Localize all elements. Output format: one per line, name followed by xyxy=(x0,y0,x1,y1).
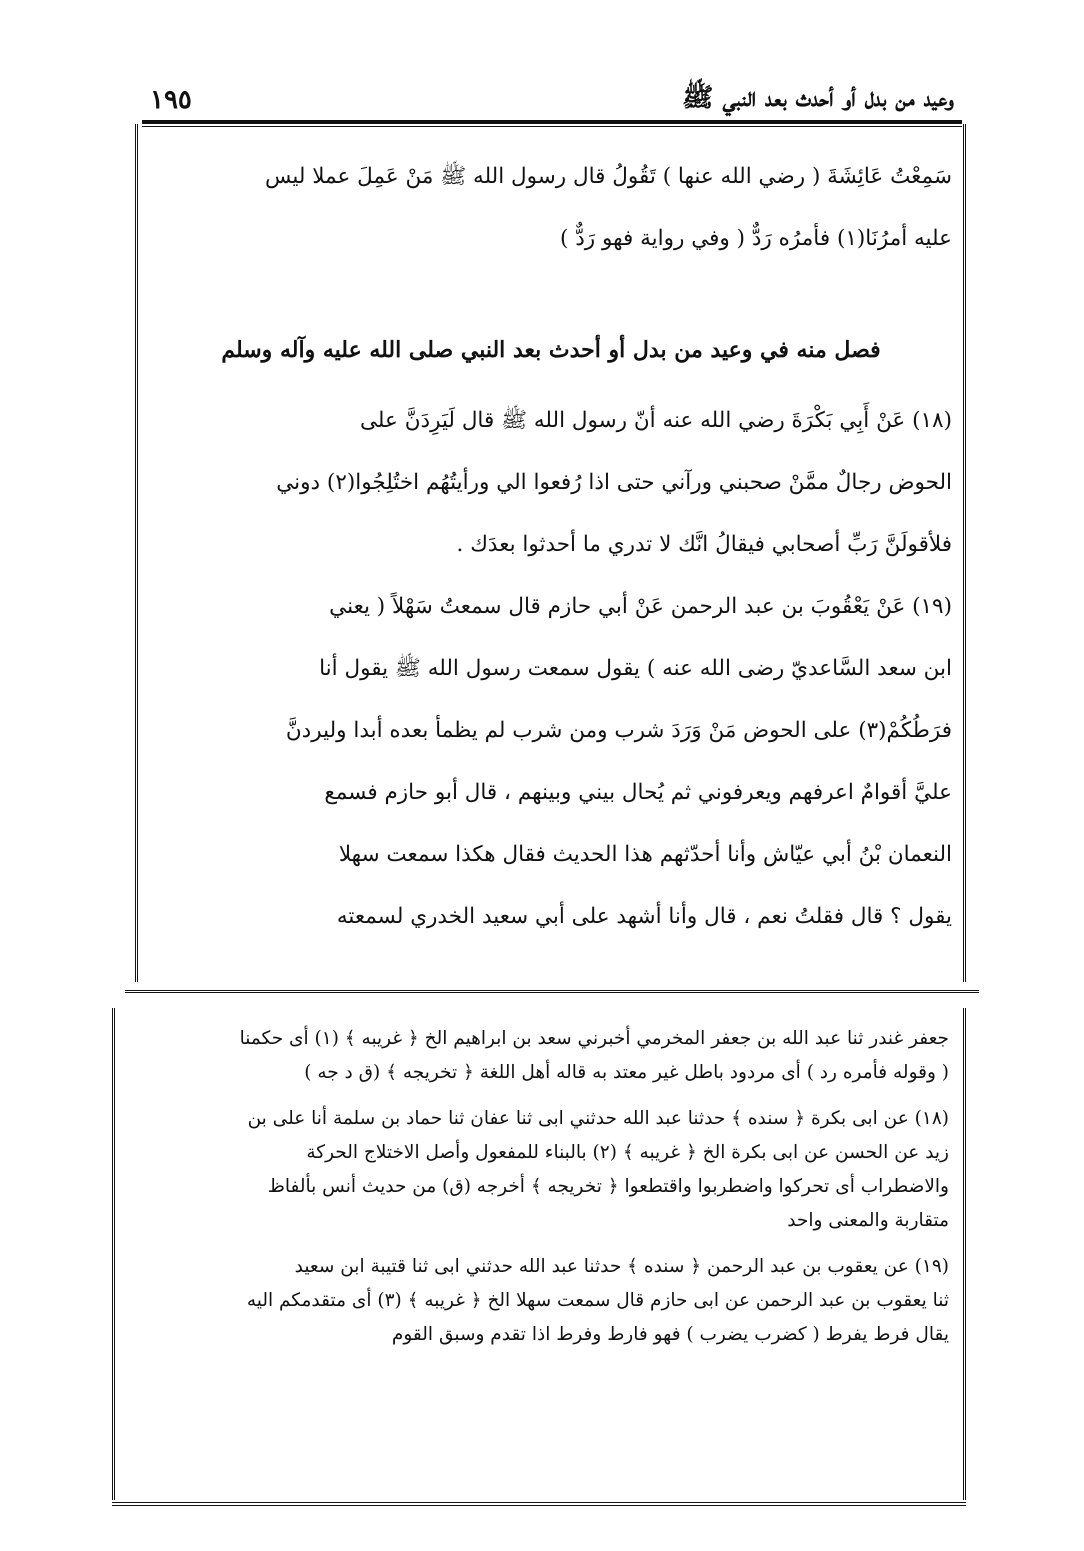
hadith-19-line: ابن سعد السَّاعديّ رضى الله عنه ) يقول سمعت رسول الله ﷺ يقول أنا xyxy=(319,656,952,681)
footnote-line: (١٨) عن ابى بكرة ﴿ سنده ﴾ حدثنا عبد الله حدثني ابى ثنا عفان ثنا حماد بن سلمة أنا على بن xyxy=(247,1108,949,1129)
footnote-line: ( وقوله فأمره رد ) أى مردود باطل غير معتد به قاله أهل اللغة ﴿ تخريجه ﴾ (ق د جه ) xyxy=(304,1062,949,1083)
frame-left-border xyxy=(135,124,138,982)
page-number: ١٩٥ xyxy=(150,85,192,115)
hadith-18-line: فلأقولَنَّ رَبِّ أصحابي فيقالُ انَّك لا تدري ما أحدثوا بعدَك . xyxy=(456,532,952,557)
notes-right-border xyxy=(963,1008,966,1500)
bottom-rule xyxy=(112,1502,966,1506)
hadith-19-line: فرَطُكُمْ(٣) على الحوض مَنْ وَرَدَ شرب ومن شرب لم يظمأ بعده أبدا وليردنَّ xyxy=(285,718,952,743)
footnote-separator xyxy=(125,990,979,993)
notes-left-border xyxy=(112,1008,115,1500)
main-text xyxy=(150,146,952,948)
footnote-line: يقال فرط يفرط ( كضرب يضرب ) فهو فارط وفرط اذا تقدم وسبق القوم xyxy=(391,1324,949,1345)
footnotes xyxy=(125,1022,949,1352)
text-line: عليه أمرُنَا(١) فأمرُه رَدٌّ ( وفي رواية فهو رَدٌّ ) xyxy=(560,226,952,251)
running-title: وعيد من بدل أو أحدث بعد النبي ﷺ xyxy=(682,83,954,113)
hadith-18-line: الحوض رجالٌ ممَّنْ صحبني ورآني حتى اذا رُفعوا الي ورأيتُهُم اختُلِجُوا(٢) دوني xyxy=(276,470,952,495)
hadith-19-line: (١٩) عَنْ يَعْقُوبَ بن عبد الرحمن عَنْ أبي حازم قال سمعتُ سَهْلاً ( يعني xyxy=(329,594,952,619)
footnote-line: والاضطراب أى تحركوا واضطربوا واقتطعوا ﴿ تخريجه ﴾ أخرجه (ق) من حديث أنس بألفاظ xyxy=(267,1176,949,1197)
footnote-line: ثنا يعقوب بن عبد الرحمن عن ابى حازم قال سمعت سهلا الخ ﴿ غريبه ﴾ (٣) أى متقدمكم اليه xyxy=(246,1290,949,1311)
header-rule xyxy=(142,120,962,124)
page-header xyxy=(150,82,954,118)
text-line: سَمِعْتُ عَائِشَةَ ( رضي الله عنها ) تَقُولُ قال رسول الله ﷺ مَنْ عَمِلَ عملا ليس xyxy=(264,164,952,189)
hadith-19-line: النعمان بْنُ أبي عيّاش وأنا أحدّثهم هذا الحديث فقال هكذا سمعت سهلا xyxy=(338,842,952,867)
footnote-line: جعفر غندر ثنا عبد الله بن جعفر المخرمي أخبرني سعد بن ابراهيم الخ ﴿ غريبه ﴾ (١) أى حكمنا xyxy=(239,1028,949,1049)
hadith-19-line: عليَّ أقوامٌ اعرفهم ويعرفوني ثم يُحال بيني وبينهم ، قال أبو حازم فسمع xyxy=(324,780,952,805)
hadith-18-line: (١٨) عَنْ أَبِي بَكْرَةَ رضي الله عنه أنّ رسول الله ﷺ قال لَيَرِدَنَّ على xyxy=(360,408,952,433)
header-rule-thin xyxy=(142,126,962,127)
footnote-line: متقاربة والمعنى واحد xyxy=(787,1210,949,1231)
section-heading: فصل منه في وعيد من بدل أو أحدث بعد النبي صلى الله عليه وآله وسلم xyxy=(221,337,881,363)
hadith-19-line: يقول ؟ قال فقلتُ نعم ، قال وأنا أشهد على أبي سعيد الخدري لسمعته xyxy=(336,904,952,929)
footnote-line: (١٩) عن يعقوب بن عبد الرحمن ﴿ سنده ﴾ حدثنا عبد الله حدثني ابى ثنا قتيبة ابن سعيد xyxy=(294,1256,949,1277)
footnote-line: زيد عن الحسن عن ابى بكرة الخ ﴿ غريبه ﴾ (٢) بالبناء للمفعول وأصل الاختلاج الحركة xyxy=(306,1142,949,1163)
frame-right-border xyxy=(963,124,966,982)
